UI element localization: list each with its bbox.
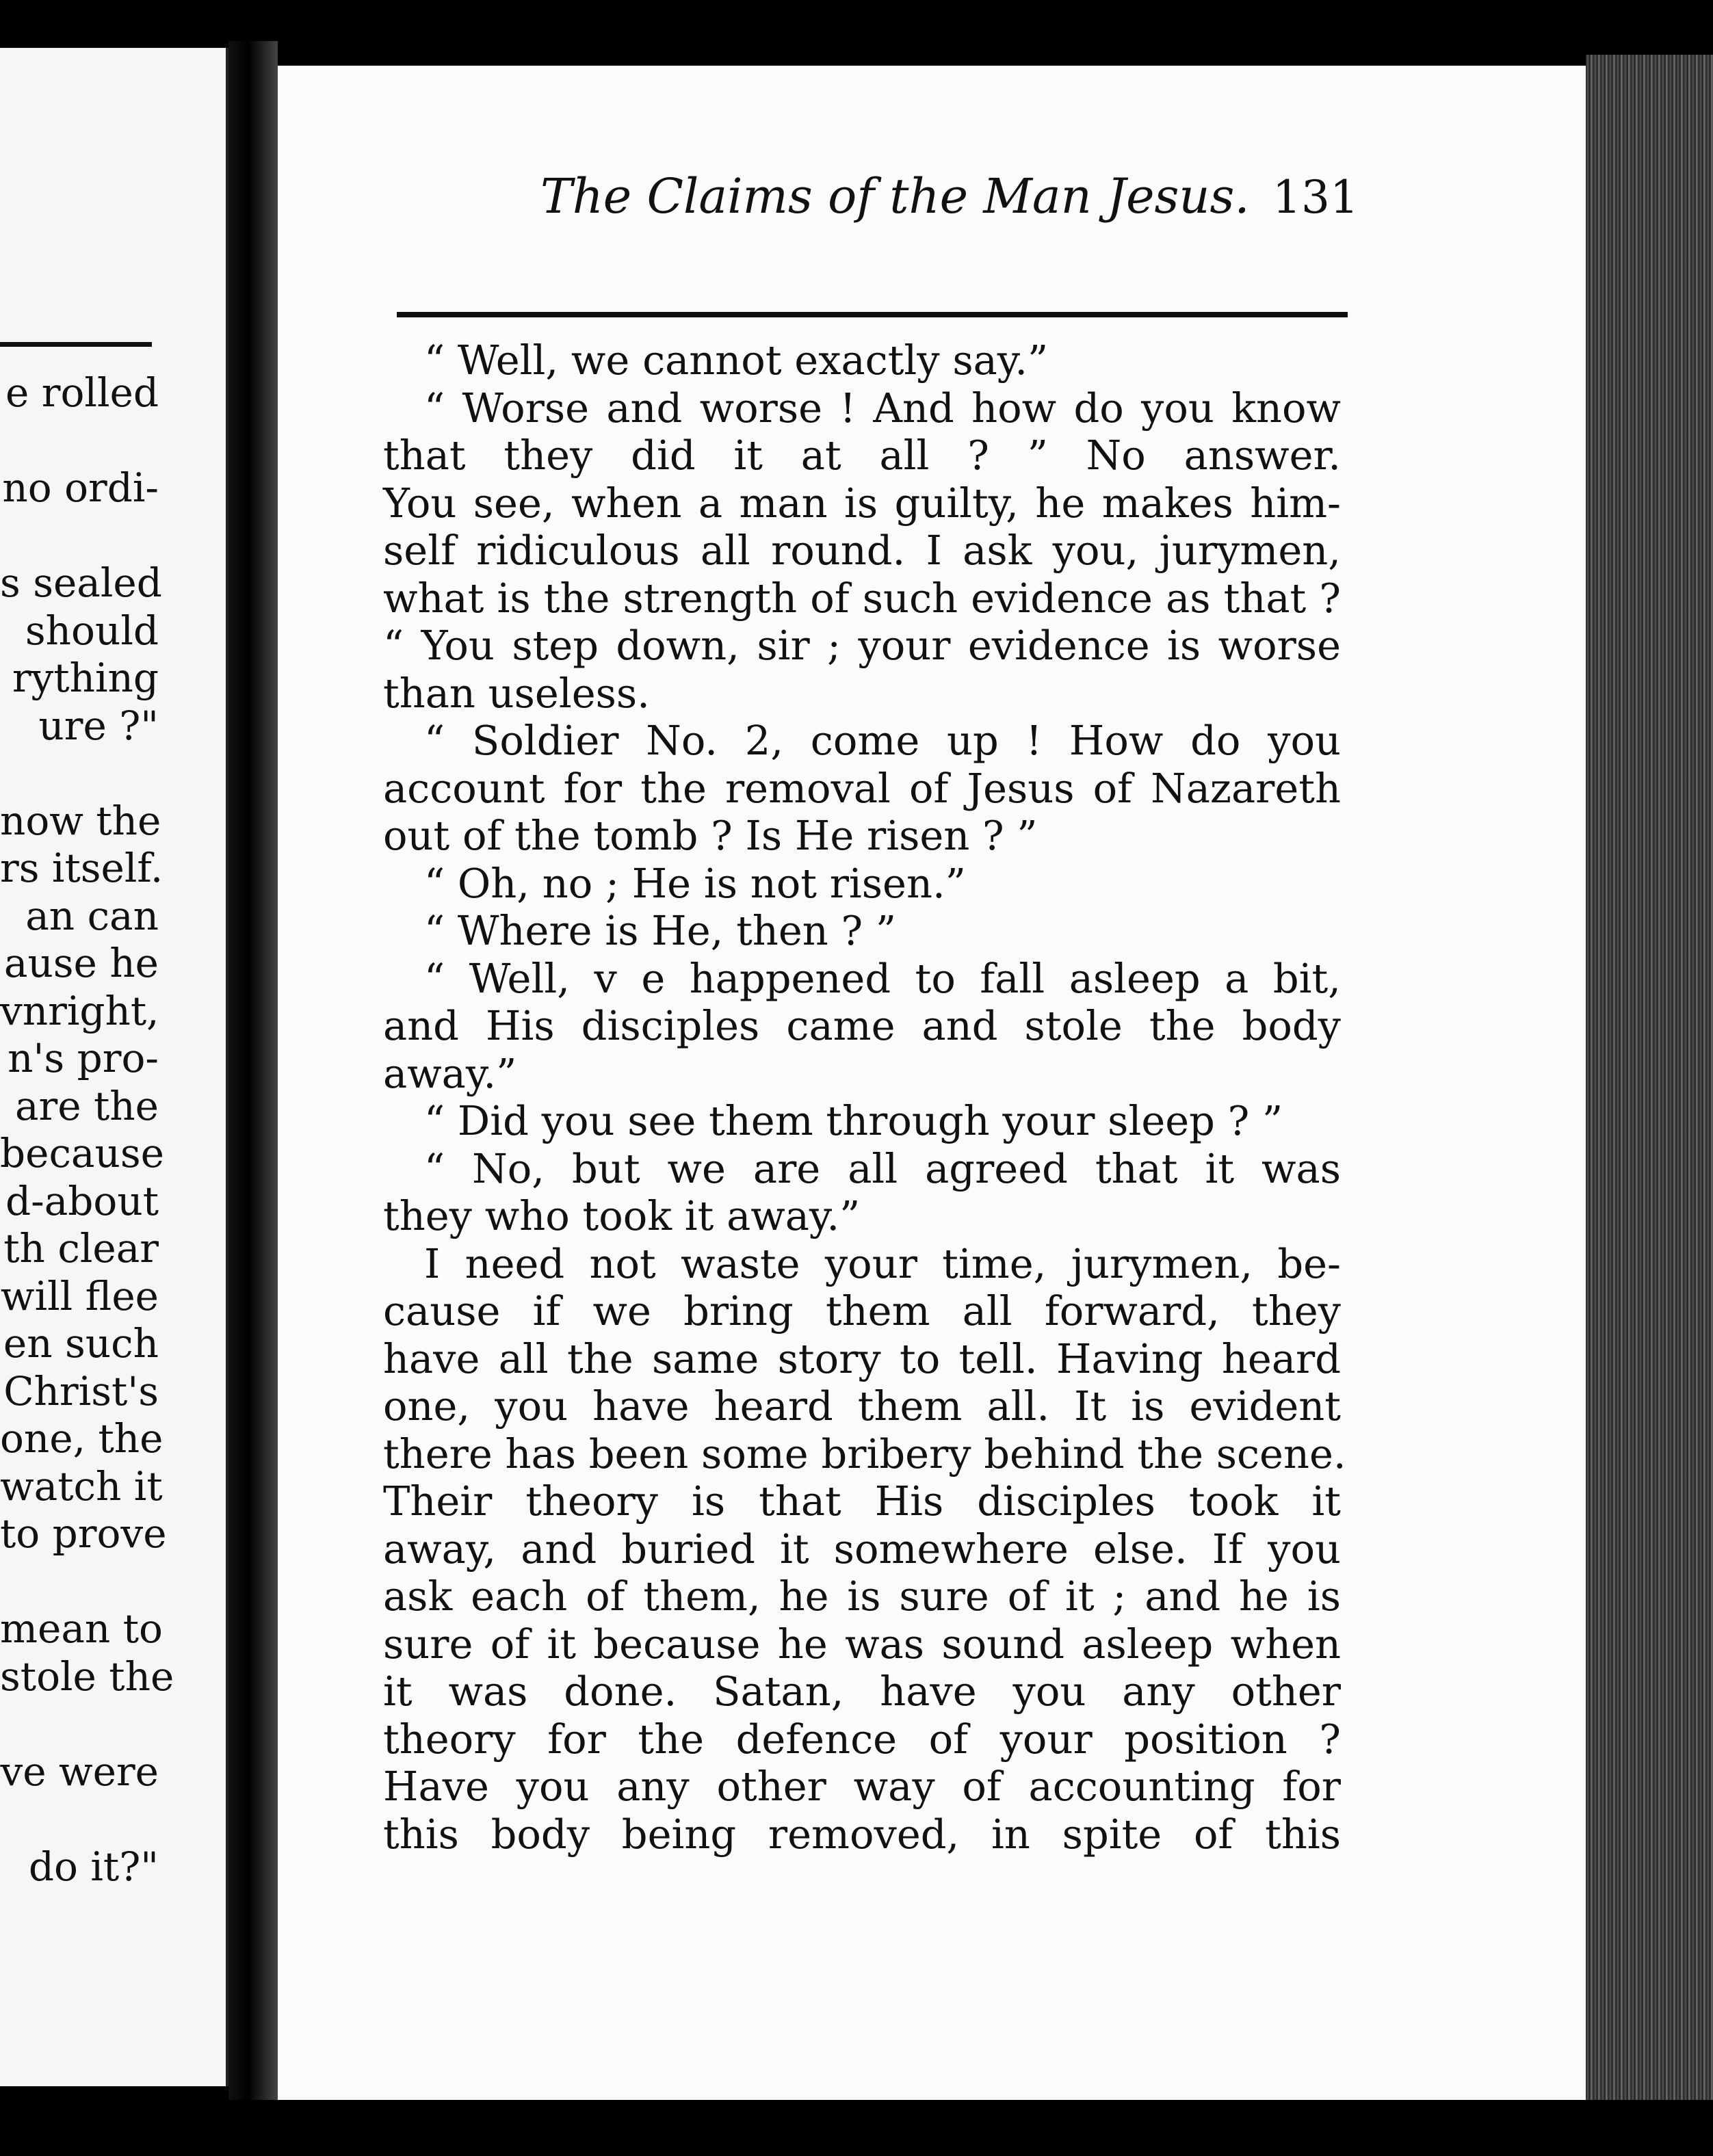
left-page-line xyxy=(0,1700,159,1748)
text-line: “ No, but we are all agreed that it was xyxy=(424,1144,1341,1192)
body-text xyxy=(383,337,1346,1858)
text-line: “ Oh, no ; He is not risen.” xyxy=(424,859,966,907)
left-page-line: s sealed xyxy=(0,560,162,606)
text-line: there has been some bribery behind the scene. xyxy=(383,1430,1346,1477)
left-page-rule xyxy=(0,342,152,347)
left-page xyxy=(0,48,228,2086)
running-head xyxy=(267,156,1359,238)
scan-border-bottom xyxy=(0,2100,1713,2156)
text-line: account for the removal of Jesus of Nazareth xyxy=(383,764,1341,812)
left-page-line: ause he xyxy=(3,940,159,986)
left-page-line: d-about xyxy=(5,1177,159,1224)
text-line: “ Soldier No. 2, come up ! How do you xyxy=(424,717,1341,764)
left-page-line: because xyxy=(0,1130,164,1176)
left-page-line: an can xyxy=(25,892,159,939)
text-line: one, you have heard them all. It is evident xyxy=(383,1382,1341,1430)
running-title: The Claims of the Man Jesus. xyxy=(540,168,1250,224)
text-line: that they did it at all ? ” No answer. xyxy=(383,432,1341,479)
page-edges xyxy=(1586,55,1713,2107)
header-rule xyxy=(397,312,1348,317)
text-line: this body being removed, in spite of this xyxy=(383,1810,1341,1858)
left-page-line: rything xyxy=(12,655,159,701)
text-line: Their theory is that His disciples took it xyxy=(383,1477,1341,1525)
text-line: than useless. xyxy=(383,669,650,717)
left-page-line: th clear xyxy=(3,1225,159,1272)
left-page-line: stole the xyxy=(0,1653,174,1700)
text-line: have all the same story to tell. Having heard xyxy=(383,1335,1341,1382)
left-page-line: now the xyxy=(0,797,161,844)
left-page-line: n's pro- xyxy=(8,1035,159,1081)
left-page-line: mean to xyxy=(0,1605,163,1652)
text-line: self ridiculous all round. I ask you, jurymen, xyxy=(383,527,1341,574)
left-page-line: ve were xyxy=(0,1748,159,1795)
text-line: You see, when a man is guilty, he makes him- xyxy=(383,479,1341,527)
left-page-line: rs itself. xyxy=(0,845,164,891)
text-line: “ Well, we cannot exactly say.” xyxy=(424,337,1049,384)
text-line: “ Did you see them through your sleep ? ” xyxy=(424,1097,1283,1144)
left-page-line xyxy=(0,1558,159,1606)
text-line: “ Well, v e happened to fall asleep a bit, xyxy=(424,954,1341,1002)
left-page-line: to prove xyxy=(0,1510,167,1557)
text-line: ask each of them, he is sure of it ; and he is xyxy=(383,1573,1341,1620)
left-page-text xyxy=(0,369,174,1891)
left-page-line: no ordi- xyxy=(2,464,159,511)
left-page-line: do it?" xyxy=(28,1843,159,1890)
left-page-line: en such xyxy=(3,1320,159,1367)
text-line: away.” xyxy=(383,1049,517,1097)
text-line: what is the strength of such evidence as that ? xyxy=(383,574,1341,622)
left-page-line: ure ?" xyxy=(38,702,159,749)
left-page-line: watch it xyxy=(0,1462,163,1510)
text-line: sure of it because he was sound asleep when xyxy=(383,1620,1341,1668)
left-page-line xyxy=(0,512,159,560)
left-page-line xyxy=(0,1796,159,1843)
text-line: cause if we bring them all forward, they xyxy=(383,1287,1341,1335)
left-page-line: Christ's xyxy=(3,1367,159,1415)
left-page-line xyxy=(0,750,159,798)
text-line: I need not waste your time, jurymen, be- xyxy=(424,1239,1341,1287)
text-line: out of the tomb ? Is He risen ? ” xyxy=(383,812,1038,859)
text-line: “ Where is He, then ? ” xyxy=(424,907,897,954)
text-line: Have you any other way of accounting for xyxy=(383,1763,1341,1810)
text-line: they who took it away.” xyxy=(383,1192,861,1239)
text-line: away, and buried it somewhere else. If you xyxy=(383,1525,1341,1573)
book-gutter xyxy=(228,41,278,2107)
left-page-line: e rolled xyxy=(5,369,159,416)
left-page-line: should xyxy=(25,607,159,654)
text-line: and His disciples came and stole the body xyxy=(383,1002,1341,1049)
text-line: theory for the defence of your position ? xyxy=(383,1715,1341,1763)
text-line: “ Worse and worse ! And how do you know xyxy=(424,384,1341,432)
page-number: 131 xyxy=(1272,171,1359,224)
text-line: it was done. Satan, have you any other xyxy=(383,1668,1341,1715)
left-page-line xyxy=(0,417,159,465)
left-page-line: will flee xyxy=(0,1272,159,1319)
left-page-line: one, the xyxy=(0,1415,164,1462)
left-page-line: vnright, xyxy=(0,987,159,1034)
left-page-line: are the xyxy=(14,1082,159,1129)
text-line: “ You step down, sir ; your evidence is worse xyxy=(383,622,1341,669)
